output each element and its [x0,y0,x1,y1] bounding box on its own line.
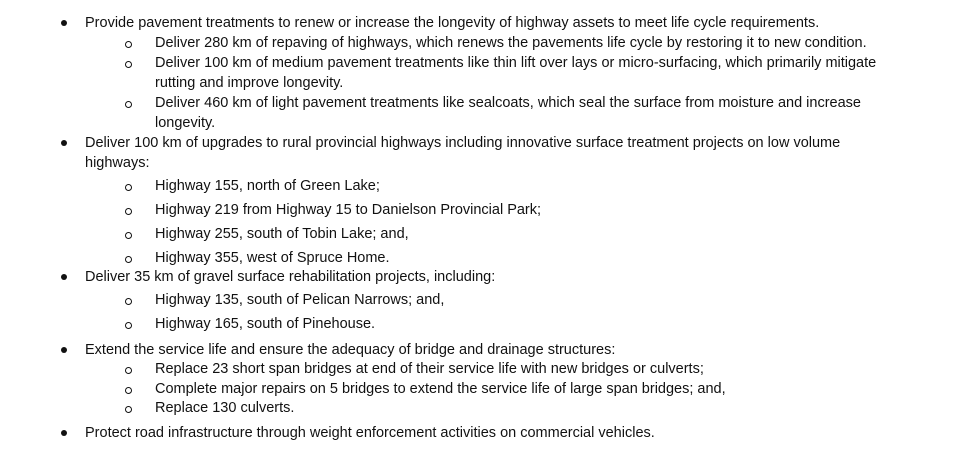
sub-bullet-icon [125,232,132,239]
sub-bullet-icon [125,322,132,329]
item-2-sub-3-line-1: Highway 255, south of Tobin Lake; and, [155,226,409,242]
sub-bullet-icon [125,101,132,108]
item-3-sub-2-line-1: Highway 165, south of Pinehouse. [155,316,376,332]
bullet-icon [61,274,67,280]
bullet-icon [61,347,67,353]
item-2-sub-4-line-1: Highway 355, west of Spruce Home. [155,250,390,266]
bullet-icon [61,430,67,436]
sub-bullet-icon [125,298,132,305]
sub-bullet-icon [125,184,132,191]
item-4-sub-1-line-1: Replace 23 short span bridges at end of their service life with new bridges or culverts; [155,361,704,377]
item-1-sub-2-line-2: rutting and improve longevity. [155,75,344,91]
sub-bullet-icon [125,367,132,374]
item-2-sub-2-line-1: Highway 219 from Highway 15 to Danielson Provincial Park; [155,202,542,218]
item-2-line-1: Deliver 100 km of upgrades to rural provincial highways including innovative surface treatment projects on low volume [85,135,841,151]
item-3-sub-1-line-1: Highway 135, south of Pelican Narrows; and, [155,292,445,308]
sub-bullet-icon [125,406,132,413]
item-4-sub-3-line-1: Replace 130 culverts. [155,400,295,416]
item-3-line-1: Deliver 35 km of gravel surface rehabilitation projects, including: [85,269,496,285]
item-2-line-2: highways: [85,155,150,171]
item-4-sub-2-line-1: Complete major repairs on 5 bridges to extend the service life of large span bridges; and, [155,381,726,397]
sub-bullet-icon [125,61,132,68]
sub-bullet-icon [125,41,132,48]
bullet-icon [61,20,67,26]
item-1-line-1: Provide pavement treatments to renew or increase the longevity of highway assets to meet life cycle requirements. [85,15,820,31]
item-4-line-1: Extend the service life and ensure the adequacy of bridge and drainage structures: [85,342,616,358]
item-5-line-1: Protect road infrastructure through weight enforcement activities on commercial vehicles. [85,425,655,441]
sub-bullet-icon [125,387,132,394]
item-2-sub-1-line-1: Highway 155, north of Green Lake; [155,178,380,194]
item-1-sub-3-line-1: Deliver 460 km of light pavement treatments like sealcoats, which seal the surface from moisture and increase [155,95,861,111]
item-1-sub-3-line-2: longevity. [155,115,216,131]
bullet-icon [61,140,67,146]
sub-bullet-icon [125,208,132,215]
item-1-sub-2-line-1: Deliver 100 km of medium pavement treatments like thin lift over lays or micro-surfacing, which primarily mitigate [155,55,877,71]
item-1-sub-1-line-1: Deliver 280 km of repaving of highways, which renews the pavements life cycle by restoring it to new condition. [155,35,867,51]
sub-bullet-icon [125,256,132,263]
